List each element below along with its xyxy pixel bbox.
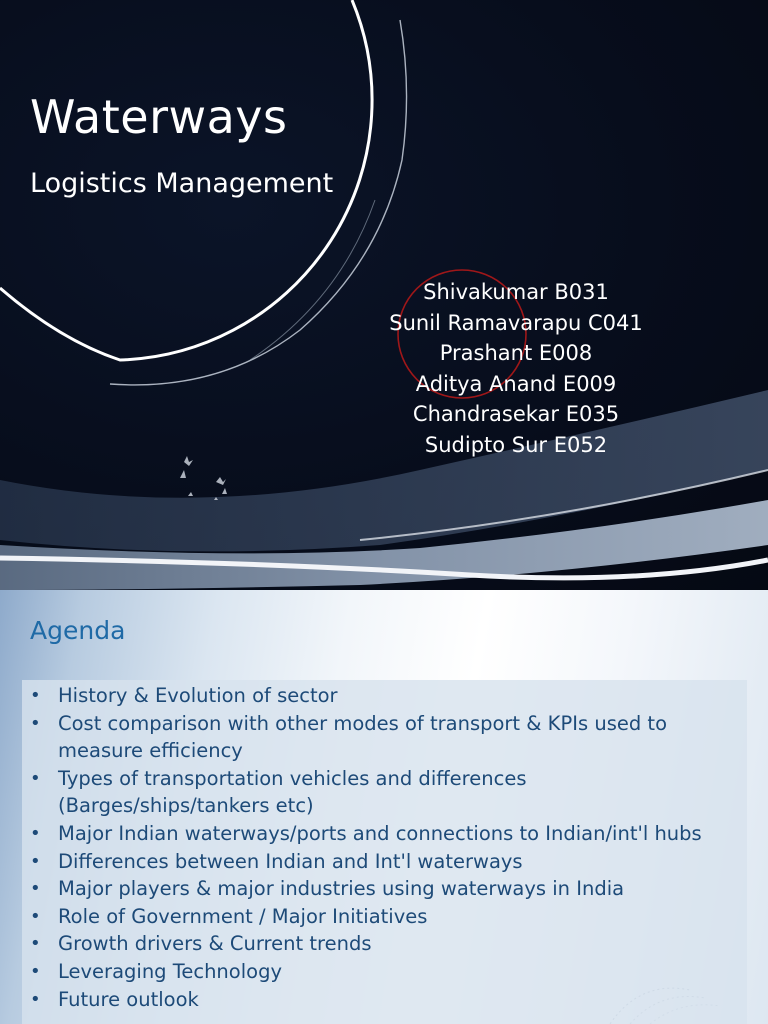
agenda-item-text: Major Indian waterways/ports and connections to Indian/int'l hubs (58, 821, 702, 845)
agenda-item-text: Growth drivers & Current trends (58, 932, 372, 956)
agenda-item-text: Leveraging Technology (58, 959, 282, 983)
author-list (366, 277, 666, 460)
agenda-list (28, 682, 740, 1013)
bullet-icon: • (30, 767, 41, 789)
agenda-item (28, 875, 740, 903)
agenda-heading: Agenda (30, 616, 126, 645)
bullet-icon: • (30, 988, 41, 1010)
agenda-item (28, 820, 740, 848)
birds-silhouette (180, 456, 227, 500)
agenda-slide (0, 590, 768, 1024)
author-item: Aditya Anand E009 (415, 371, 617, 396)
agenda-item-text: Types of transportation vehicles and differences (Barges/ships/tankers etc) (58, 766, 527, 818)
author-item: Prashant E008 (439, 341, 593, 365)
agenda-item-text: Role of Government / Major Initiatives (58, 904, 428, 928)
bullet-icon: • (30, 933, 41, 955)
bullet-icon: • (30, 960, 41, 982)
agenda-item (28, 765, 740, 820)
bullet-icon: • (30, 905, 41, 927)
bullet-icon: • (30, 822, 41, 844)
thin-outer-arc (110, 20, 407, 385)
slide-subtitle: Logistics Management (30, 168, 334, 199)
agenda-item-text: History & Evolution of sector (58, 684, 338, 707)
author-item: Sunil Ramavarapu C041 (389, 310, 643, 335)
agenda-item-text: Differences between Indian and Int'l waterways (58, 849, 523, 873)
agenda-item-text: Cost comparison with other modes of transport & KPIs used to measure efficiency (58, 711, 668, 763)
agenda-item (28, 710, 740, 765)
bullet-icon: • (30, 878, 41, 900)
bullet-icon: • (30, 850, 41, 872)
author-item: Sudipto Sur E052 (424, 432, 608, 457)
agenda-item-text: Major players & major industries using waterways in India (58, 877, 625, 901)
author-item: Chandrasekar E035 (412, 402, 620, 426)
author-item: Shivakumar B031 (423, 280, 609, 304)
bullet-icon: • (30, 685, 41, 706)
agenda-item (28, 682, 740, 710)
thin-inner-arc (250, 200, 375, 360)
agenda-item-text: Future outlook (58, 987, 199, 1011)
slide-title: Waterways (30, 90, 288, 144)
agenda-item (28, 986, 740, 1014)
agenda-item (28, 930, 740, 958)
agenda-item (28, 958, 740, 986)
agenda-item (28, 903, 740, 931)
agenda-item (28, 848, 740, 876)
bullet-icon: • (30, 712, 41, 734)
